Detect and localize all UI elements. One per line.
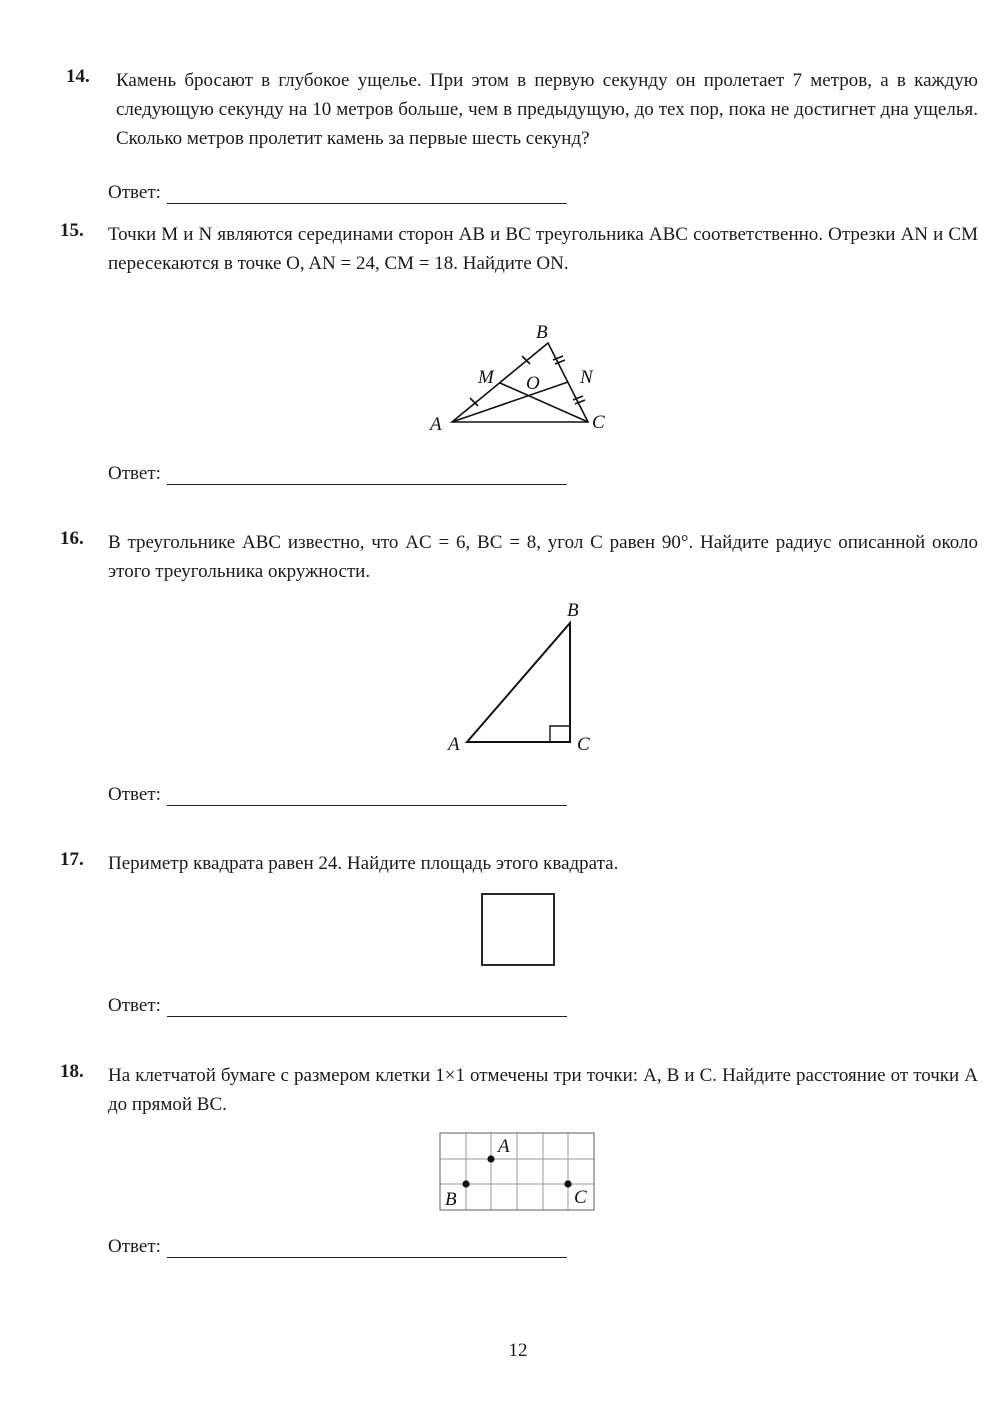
answer-field-18[interactable] (108, 1236, 567, 1258)
point-label-c: C (574, 1187, 587, 1208)
answer-label: Ответ: (108, 182, 161, 203)
vertex-label-c: C (577, 734, 590, 755)
point-label-n: N (580, 367, 593, 388)
problem-number: 14. (66, 66, 90, 87)
problem-text: В треугольнике ABC известно, что AC = 6, BC = 8, угол C равен 90°. Найдите радиус описанной около этого треугольника окружности. (108, 532, 978, 582)
problem-text: На клетчатой бумаге с размером клетки 1×1 отмечены три точки: A, B и C. Найдите расстояние от точки A до прямой BC. (108, 1065, 978, 1115)
vertex-label-a: A (448, 734, 460, 755)
answer-label: Ответ: (108, 995, 161, 1016)
problem-text: Камень бросают в глубокое ущелье. При этом в первую секунду он пролетает 7 метров, а в каждую следующую секунду на 10 метров больше, чем в предыдущую, до тех пор, пока не достигнет дна ущелья. Сколько метров пролетит камень за первые шесть секунд? (116, 70, 978, 149)
problem-number: 18. (60, 1061, 84, 1082)
answer-label: Ответ: (108, 463, 161, 484)
problem-number: 17. (60, 849, 84, 870)
point-label-a: A (498, 1136, 510, 1157)
vertex-label-c: C (592, 412, 605, 433)
answer-label: Ответ: (108, 784, 161, 805)
answer-label: Ответ: (108, 1236, 161, 1257)
problem-number: 15. (60, 220, 84, 241)
answer-line[interactable] (167, 1239, 567, 1258)
point-label-m: M (478, 367, 494, 388)
problem-text: Точки M и N являются серединами сторон AB и BC треугольника ABC соответственно. Отрезки AN и CM пересекаются в точке O, AN = 24, CM = 18. Найдите ON. (108, 224, 978, 274)
vertex-label-b: B (567, 600, 579, 621)
problem-number: 16. (60, 528, 84, 549)
vertex-label-b: B (536, 322, 548, 343)
page-number: 12 (508, 1340, 528, 1361)
problem-text: Периметр квадрата равен 24. Найдите площадь этого квадрата. (108, 853, 619, 874)
point-label-o: O (526, 373, 540, 394)
point-label-b: B (445, 1189, 457, 1210)
vertex-label-a: A (430, 414, 442, 435)
